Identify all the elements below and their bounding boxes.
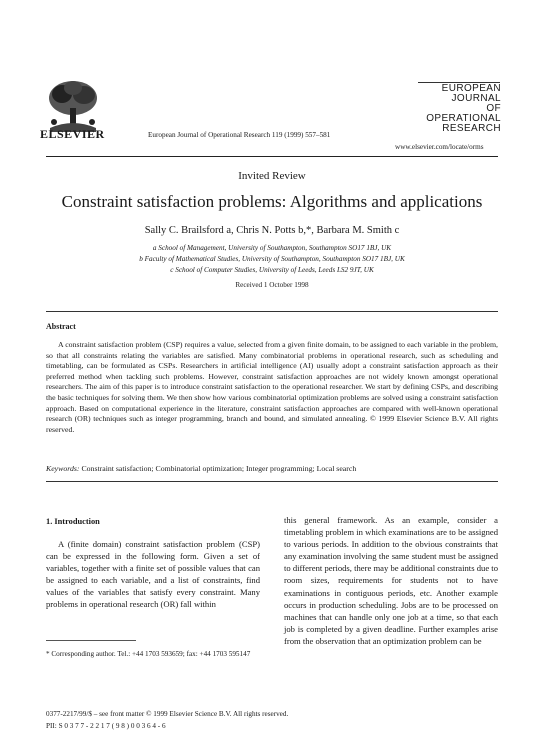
body-column-left: A (finite domain) constraint satisfaction problem (CSP) can be expressed in the following form. Given a set of variables, together with a finite set of possible values that can be assigned to each variable, and a list of constraints, find values of the variables that satisfy every constraint. Many problems in operational research (OR) fall within: [46, 539, 260, 610]
journal-name-line: RESEARCH: [442, 123, 501, 134]
journal-name-line: EUROPEAN: [441, 83, 501, 94]
body-column-right: this general framework. As an example, consider a timetabling problem in which examinations are to be assigned to various periods. In addition to the obvious constraints that any examination involving the same student must be assigned to different periods, there may be additional constraints due to room sizes, requirements for students not to have examinations in contiguous periods, etc. Another example occurs in production scheduling. Jobs are to be processed on machines that can handle only one job at a time, so that each job is completed by a given deadline. Further examples arise from the observation that an optimization problem can be: [284, 515, 498, 646]
abstract-bottom-rule: [46, 481, 498, 482]
affiliation-c: c School of Computer Studies, University of Leeds, Leeds LS2 9JT, UK: [170, 266, 374, 274]
journal-citation: European Journal of Operational Research 119 (1999) 557–581: [148, 131, 331, 139]
keywords-label: Keywords:: [46, 464, 80, 473]
article-title: Constraint satisfaction problems: Algorithms and applications: [61, 192, 483, 211]
footnote-rule: [46, 640, 136, 641]
affiliation-a: a School of Management, University of Southampton, Southampton SO17 1BJ, UK: [152, 244, 392, 252]
journal-name-logo: [409, 84, 501, 134]
pii-line: PII: S 0 3 7 7 - 2 2 1 7 ( 9 8 ) 0 0 3 6 4 - 6: [46, 722, 166, 730]
abstract-text: A constraint satisfaction problem (CSP) requires a value, selected from a given finite domain, to be assigned to each variable in the problem, so that all constraints relating the variables are satisfied. Many combinatorial problems in operational research, such as scheduling and timetabling, can be formulated as CSPs. Researchers in artificial intelligence (AI) usually adopt a constraint satisfaction approach as their preferred method when tackling such problems. However, constraint satisfaction approaches are not widely known amongst operational researchers. The aim of this paper is to introduce constraint satisfaction to the operational researcher. We start by defining CSPs, and describing the basic techniques for solving them. We then show how various combinatorial optimization problems are solved using a constraint satisfaction approach. Based on computational experience in the literature, constraint satisfaction approaches are compared with well-known operational research (OR) techniques such as integer programming, branch and bound, and simulated annealing. © 1999 Elsevier Science B.V. All rights reserved.: [46, 340, 498, 434]
corresponding-author-footnote: * Corresponding author. Tel.: +44 1703 593659; fax: +44 1703 595147: [46, 650, 251, 658]
keywords-text: Constraint satisfaction; Combinatorial optimization; Integer programming; Local search: [81, 464, 357, 473]
affiliation-b: b Faculty of Mathematical Studies, University of Southampton, Southampton SO17 1BJ, UK: [139, 255, 405, 263]
abstract-top-rule: [46, 311, 498, 312]
header-divider: [46, 156, 498, 157]
keywords-line: [46, 464, 498, 473]
journal-url: www.elsevier.com/locate/orms: [395, 143, 484, 151]
journal-name-line: JOURNAL: [451, 93, 501, 104]
article-type: Invited Review: [238, 170, 306, 182]
section-heading: 1. Introduction: [46, 517, 100, 526]
author-list: Sally C. Brailsford a, Chris N. Potts b,*, Barbara M. Smith c: [144, 225, 400, 236]
copyright-line: 0377-2217/99/$ – see front matter © 1999 Elsevier Science B.V. All rights reserved.: [46, 710, 289, 718]
publisher-name: ELSEVIER: [40, 127, 105, 141]
journal-name-line: OF OPERATIONAL: [426, 103, 501, 124]
abstract-heading: Abstract: [46, 322, 76, 331]
received-date: Received 1 October 1998: [235, 281, 309, 289]
